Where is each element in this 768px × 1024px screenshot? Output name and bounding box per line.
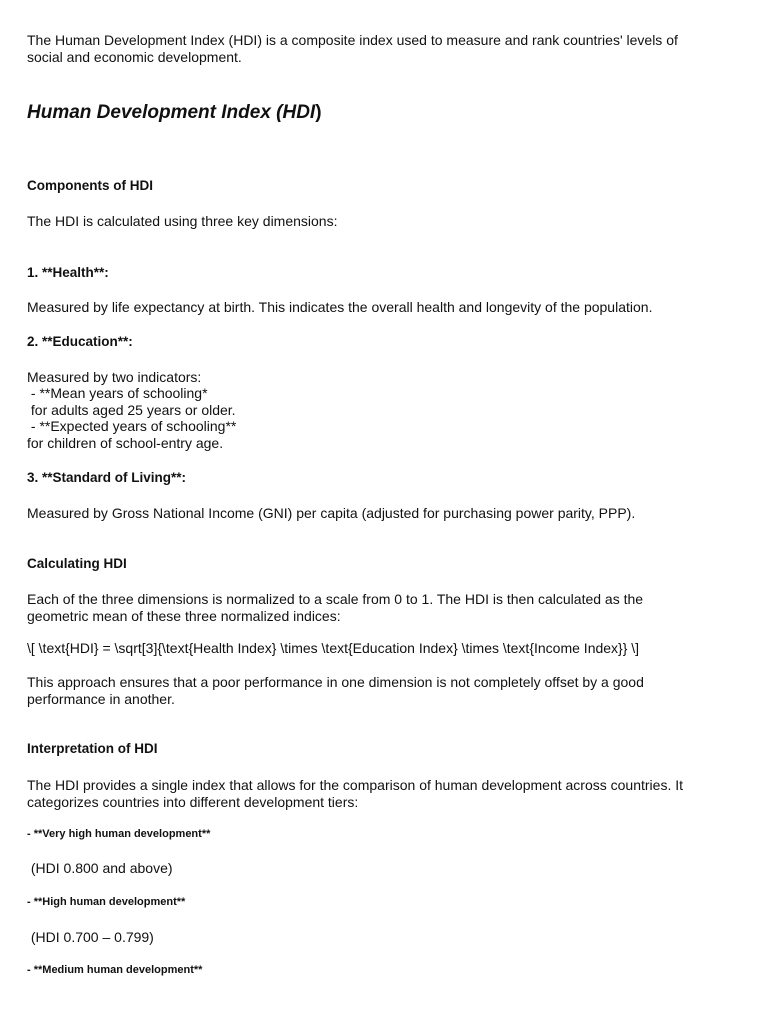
health-heading: 1. **Health**: xyxy=(27,265,109,280)
tier-medium-label: - **Medium human development** xyxy=(27,964,203,976)
calculating-line-1: Each of the three dimensions is normalized to a scale from 0 to 1. The HDI is then calculated as the xyxy=(27,591,644,607)
hdi-formula: \[ \text{HDI} = \sqrt[3]{\text{Health Index} \times \text{Education Index} \times \text{Income Index}} \] xyxy=(27,640,640,656)
page-title-text: Human Development Index (HDI xyxy=(27,102,316,123)
page-title-close: ) xyxy=(315,102,322,123)
intro-line-1: The Human Development Index (HDI) is a composite index used to measure and rank countries' levels of xyxy=(27,32,678,48)
living-text: Measured by Gross National Income (GNI) per capita (adjusted for purchasing power parity, PPP). xyxy=(27,505,636,521)
interpretation-heading: Interpretation of HDI xyxy=(27,741,158,756)
education-line-3: for adults aged 25 years or older. xyxy=(27,401,236,418)
tier-high-label: - **High human development** xyxy=(27,896,186,908)
education-line-5: for children of school-entry age. xyxy=(27,434,224,451)
living-heading: 3. **Standard of Living**: xyxy=(27,470,187,485)
tier-very-high-range: (HDI 0.800 and above) xyxy=(27,860,173,876)
education-line-2: - **Mean years of schooling* xyxy=(27,385,208,401)
education-heading: 2. **Education**: xyxy=(27,334,133,349)
tier-high-range: (HDI 0.700 – 0.799) xyxy=(27,929,154,945)
components-lead: The HDI is calculated using three key dimensions: xyxy=(27,213,338,229)
calculating-note-1: This approach ensures that a poor performance in one dimension is not completely offset by a good xyxy=(27,674,644,690)
page-title xyxy=(27,102,322,124)
interpretation-line-1: The HDI provides a single index that allows for the comparison of human development across countries. It xyxy=(27,777,683,793)
components-heading: Components of HDI xyxy=(27,178,153,193)
education-line-1: Measured by two indicators: xyxy=(27,368,202,385)
calculating-note-2: performance in another. xyxy=(27,690,175,707)
interpretation-line-2: categorizes countries into different development tiers: xyxy=(27,793,359,810)
intro-line-2: social and economic development. xyxy=(27,48,242,65)
education-line-4: - **Expected years of schooling** xyxy=(27,418,237,434)
calculating-heading: Calculating HDI xyxy=(27,556,127,571)
tier-very-high-label: - **Very high human development** xyxy=(27,828,211,840)
calculating-line-2: geometric mean of these three normalized indices: xyxy=(27,607,341,624)
health-text: Measured by life expectancy at birth. This indicates the overall health and longevity of the population. xyxy=(27,299,653,315)
